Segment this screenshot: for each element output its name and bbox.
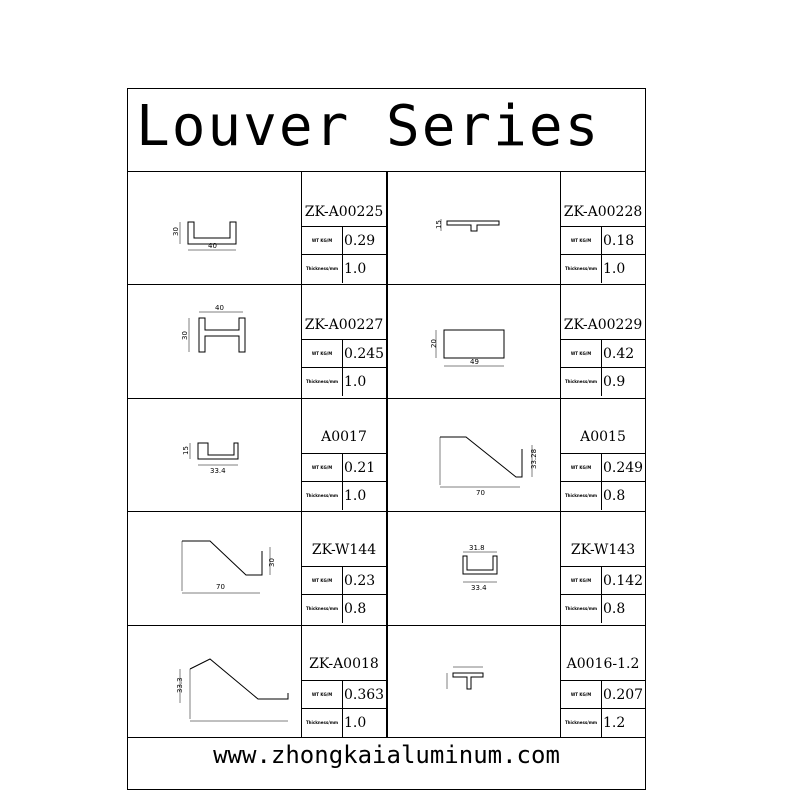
profile-drawing-zk-w143: [453, 544, 513, 594]
product-code: ZK-A00227: [302, 284, 386, 340]
product-spec-table: [301, 171, 387, 284]
dim-label: 40: [208, 242, 217, 250]
product-code: A0017: [302, 398, 386, 454]
thickness-label: Thickness/mm: [302, 709, 343, 737]
thickness-label: Thickness/mm: [561, 255, 602, 283]
thickness-label: Thickness/mm: [561, 368, 602, 396]
thickness-value: 0.9: [603, 374, 626, 390]
product-spec-table: [560, 511, 646, 625]
thickness-value: 1.2: [603, 715, 626, 731]
dim-label: 49: [470, 358, 479, 366]
product-code: ZK-W143: [561, 511, 645, 567]
website-url: www.zhongkaialuminum.com: [213, 741, 560, 769]
profile-drawing-zk-w144: [176, 531, 276, 601]
dim-label: 70: [476, 489, 485, 497]
product-spec-table: [560, 398, 646, 511]
weight-label: WT KG/M: [302, 227, 343, 254]
weight-value: 0.23: [344, 573, 376, 589]
weight-value: 0.363: [344, 687, 385, 703]
dim-label: 70: [216, 583, 225, 591]
dim-label: 30: [181, 331, 189, 340]
dim-label: 31.8: [469, 544, 485, 552]
thickness-value: 1.0: [344, 261, 367, 277]
product-spec-table: [560, 625, 646, 737]
product-spec-table: [301, 284, 387, 398]
weight-label: WT KG/M: [561, 340, 602, 367]
thickness-label: Thickness/mm: [561, 595, 602, 623]
thickness-value: 1.0: [603, 261, 626, 277]
product-code: ZK-A00229: [561, 284, 645, 340]
thickness-value: 1.0: [344, 488, 367, 504]
profile-drawing-zk-a00225: [168, 214, 248, 254]
profile-drawing-zk-a00228: [433, 211, 513, 241]
dim-label: 33.3: [176, 677, 184, 693]
dim-label: 40: [215, 304, 224, 312]
product-code: ZK-A0018: [302, 625, 386, 681]
thickness-label: Thickness/mm: [302, 595, 343, 623]
dim-label: 15: [435, 220, 443, 229]
dim-label: 30: [268, 558, 276, 567]
thickness-value: 0.8: [603, 488, 626, 504]
thickness-label: Thickness/mm: [302, 255, 343, 283]
profile-drawing-zk-a00229: [428, 324, 518, 374]
dim-label: 15: [182, 446, 190, 455]
weight-label: WT KG/M: [561, 454, 602, 481]
product-spec-table: [301, 625, 387, 737]
grid-line: [128, 737, 645, 738]
thickness-label: Thickness/mm: [561, 482, 602, 510]
page-title: Louver Series: [136, 94, 601, 159]
weight-value: 0.249: [603, 460, 644, 476]
product-code: ZK-A00228: [561, 171, 645, 227]
thickness-value: 0.8: [603, 601, 626, 617]
thickness-label: Thickness/mm: [302, 368, 343, 396]
product-code: A0015: [561, 398, 645, 454]
weight-label: WT KG/M: [302, 454, 343, 481]
product-spec-table: [560, 171, 646, 284]
profile-drawing-zk-a00227: [173, 304, 253, 354]
weight-value: 0.21: [344, 460, 376, 476]
profile-drawing-a0016-1-2: [433, 659, 503, 699]
weight-label: WT KG/M: [561, 567, 602, 594]
thickness-label: Thickness/mm: [561, 709, 602, 737]
grid-line: [387, 171, 388, 737]
thickness-value: 1.0: [344, 715, 367, 731]
product-spec-table: [560, 284, 646, 398]
product-spec-table: [301, 511, 387, 625]
product-code: ZK-A00225: [302, 171, 386, 227]
dim-label: 33.28: [530, 448, 538, 469]
weight-value: 0.142: [603, 573, 644, 589]
weight-label: WT KG/M: [561, 227, 602, 254]
profile-drawing-a0017: [178, 437, 248, 477]
product-code: A0016-1.2: [561, 625, 645, 681]
product-code: ZK-W144: [302, 511, 386, 567]
weight-value: 0.207: [603, 687, 644, 703]
weight-label: WT KG/M: [302, 681, 343, 708]
weight-label: WT KG/M: [302, 567, 343, 594]
thickness-value: 1.0: [344, 374, 367, 390]
dim-label: 30: [172, 227, 180, 236]
profile-drawing-a0015: [436, 429, 546, 499]
weight-value: 0.42: [603, 346, 635, 362]
catalog-sheet: [127, 88, 646, 790]
weight-value: 0.29: [344, 233, 376, 249]
product-spec-table: [301, 398, 387, 511]
thickness-label: Thickness/mm: [302, 482, 343, 510]
thickness-value: 0.8: [344, 601, 367, 617]
dim-label: 33.4: [471, 584, 487, 592]
profile-drawing-zk-a0018: [168, 649, 298, 729]
dim-label: 20: [430, 339, 438, 348]
dim-label: 33.4: [210, 467, 226, 475]
weight-label: WT KG/M: [561, 681, 602, 708]
weight-value: 0.245: [344, 346, 385, 362]
weight-label: WT KG/M: [302, 340, 343, 367]
weight-value: 0.18: [603, 233, 635, 249]
